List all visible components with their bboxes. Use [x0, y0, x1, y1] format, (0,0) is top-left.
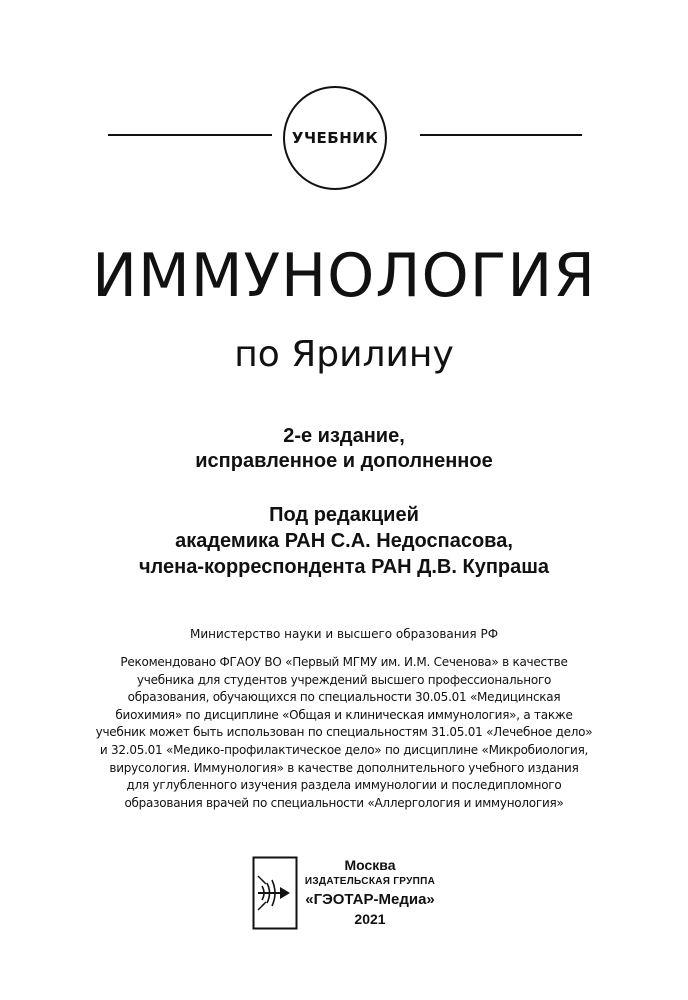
recommendation-line: учебник может быть использован по специальностям 31.05.01 «Лечебное дело»: [95, 725, 593, 740]
publisher-block: [300, 856, 440, 928]
editors-line: академика РАН С.А. Недоспасова,: [175, 530, 513, 552]
edition-line: исправленное и дополненное: [195, 450, 493, 472]
editors-line: Под редакцией: [269, 504, 419, 526]
publisher-group: ИЗДАТЕЛЬСКАЯ ГРУППА: [304, 876, 436, 887]
edition-line: 2-е издание,: [283, 425, 405, 447]
recommendation-line: для углубленного изучения раздела иммунологии и последипломного: [126, 778, 562, 793]
publisher-name: «ГЭОТАР-Медиа»: [305, 891, 435, 908]
editors-block: [0, 502, 688, 580]
recommendation-line: образования, обучающихся по специальности 30.05.01 «Медицинская: [127, 690, 561, 705]
header-rule-left: [108, 134, 272, 136]
publisher-city: Москва: [344, 857, 396, 873]
editors-line: члена-корреспондента РАН Д.В. Купраша: [138, 556, 550, 578]
header-rule-right: [420, 134, 582, 136]
book-title: ИММУНОЛОГИЯ: [92, 241, 596, 311]
textbook-badge-label: УЧЕБНИК: [291, 129, 379, 147]
recommendation-line: и 32.05.01 «Медико-профилактическое дело» по дисциплине «Микробиология,: [99, 742, 589, 757]
edition-info: [0, 424, 688, 474]
book-subtitle: по Ярилину: [234, 334, 454, 375]
recommendation-line: вирусология. Иммунология» в качестве дополнительного учебного издания: [109, 760, 579, 775]
recommendation-text: [90, 654, 598, 812]
recommendation-line: учебника для студентов учреждений высшего профессионального: [136, 672, 552, 687]
publisher-logo-icon: [252, 856, 298, 930]
recommendation-line: Рекомендовано ФГАОУ ВО «Первый МГМУ им. И.М. Сеченова» в качестве: [120, 655, 568, 669]
recommendation-line: биохимия» по дисциплине «Общая и клиническая иммунология», а также: [115, 707, 573, 722]
ministry-line: Министерство науки и высшего образования РФ: [189, 627, 499, 641]
textbook-badge: [283, 86, 387, 190]
publication-year: 2021: [354, 911, 386, 927]
recommendation-line: образования врачей по специальности «Аллергология и иммунология»: [124, 795, 564, 810]
